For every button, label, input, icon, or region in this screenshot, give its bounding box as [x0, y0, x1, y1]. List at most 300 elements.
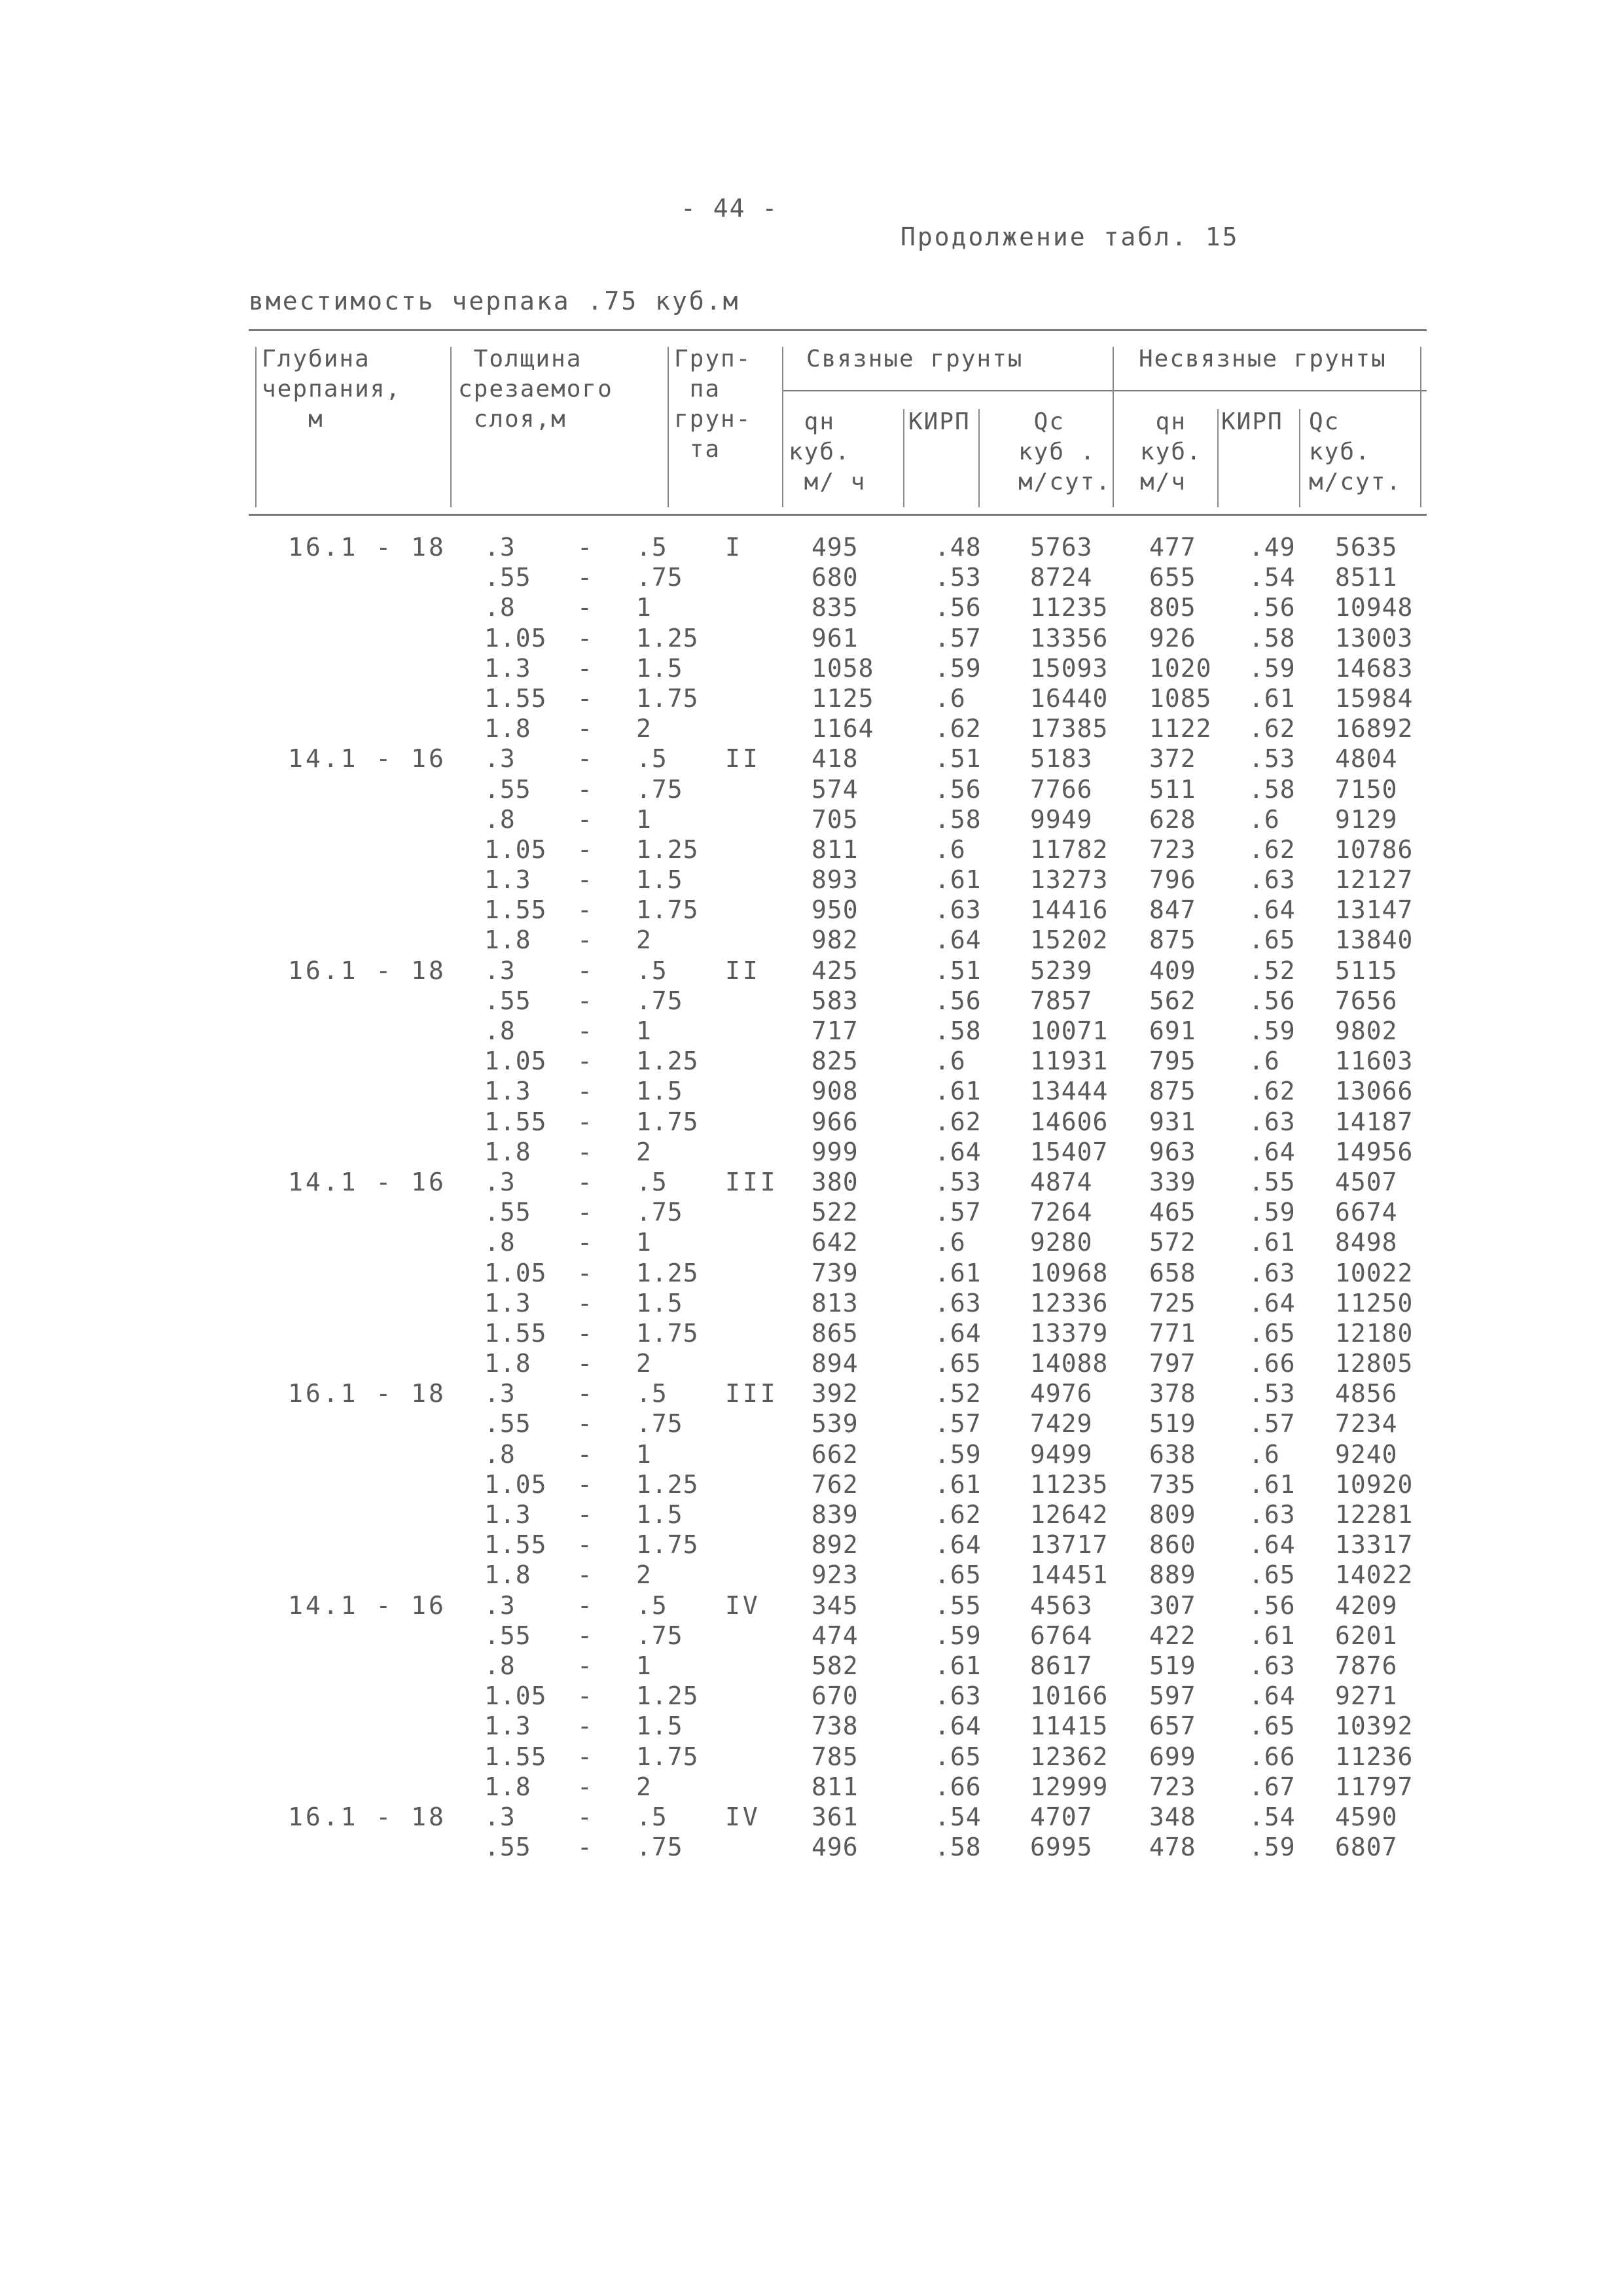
cell-thickness-from: 1.8 — [484, 714, 531, 744]
cell-kirp-cohesive: .51 — [935, 744, 982, 774]
cell-qn-cohesive: 496 — [812, 1833, 859, 1862]
cell-thickness-from: 1.05 — [484, 623, 547, 653]
cell-dash: - — [577, 1228, 593, 1257]
cell-Qc-cohesive: 12999 — [1030, 1772, 1109, 1801]
cell-qn-cohesive: 1164 — [812, 714, 874, 744]
cell-qn-cohesive: 835 — [812, 593, 859, 622]
cell-kirp-cohesive: .6 — [935, 683, 966, 713]
cell-Qc-noncohesive: 8498 — [1335, 1228, 1398, 1257]
cell-kirp-cohesive: .63 — [935, 1681, 982, 1711]
cell-qn-noncohesive: 658 — [1149, 1258, 1196, 1287]
cell-kirp-noncohesive: .67 — [1249, 1772, 1296, 1801]
cell-Qc-noncohesive: 9129 — [1335, 804, 1398, 834]
cell-thickness-to: .75 — [636, 1409, 683, 1439]
cell-thickness-to: 1.75 — [636, 1318, 699, 1348]
cell-kirp-cohesive: .53 — [935, 1167, 982, 1196]
cell-qn-cohesive: 839 — [812, 1500, 859, 1529]
cell-kirp-cohesive: .57 — [935, 1409, 982, 1439]
cell-Qc-noncohesive: 9240 — [1335, 1439, 1398, 1469]
cell-kirp-noncohesive: .59 — [1249, 653, 1296, 683]
cell-Qc-noncohesive: 10022 — [1335, 1258, 1414, 1287]
cell-qn-cohesive: 380 — [812, 1167, 859, 1196]
cell-Qc-cohesive: 14416 — [1030, 895, 1109, 925]
cell-depth: 16.1 - 18 — [288, 1379, 446, 1408]
cell-qn-cohesive: 425 — [812, 956, 859, 985]
cell-thickness-to: 1.5 — [636, 1500, 683, 1529]
cell-thickness-to: 1.5 — [636, 1077, 683, 1106]
cell-Qc-cohesive: 17385 — [1030, 714, 1109, 744]
cell-dash: - — [577, 714, 593, 744]
cell-dash: - — [577, 1137, 593, 1166]
cell-qn-cohesive: 717 — [812, 1016, 859, 1045]
cell-dash: - — [577, 1621, 593, 1650]
cell-kirp-noncohesive: .52 — [1249, 956, 1296, 985]
cell-kirp-noncohesive: .55 — [1249, 1167, 1296, 1196]
cell-qn-cohesive: 825 — [812, 1047, 859, 1076]
header-kirp-noncohesive: КИРП — [1221, 408, 1283, 435]
cell-Qc-cohesive: 14088 — [1030, 1349, 1109, 1378]
cell-Qc-cohesive: 14606 — [1030, 1107, 1109, 1136]
cell-thickness-from: 1.55 — [484, 895, 547, 925]
cell-thickness-to: 1.5 — [636, 1288, 683, 1318]
cell-qn-noncohesive: 339 — [1149, 1167, 1196, 1196]
cell-qn-cohesive: 893 — [812, 865, 859, 895]
cell-thickness-from: .55 — [484, 986, 531, 1015]
cell-Qc-cohesive: 7264 — [1030, 1198, 1093, 1227]
cell-kirp-noncohesive: .62 — [1249, 834, 1296, 864]
cell-dash: - — [577, 834, 593, 864]
cell-thickness-to: 1 — [636, 1651, 652, 1680]
cell-kirp-noncohesive: .66 — [1249, 1349, 1296, 1378]
cell-Qc-cohesive: 10968 — [1030, 1258, 1109, 1287]
cell-thickness-from: .55 — [484, 1409, 531, 1439]
cell-Qc-noncohesive: 14187 — [1335, 1107, 1414, 1136]
cell-dash: - — [577, 1047, 593, 1076]
cell-Qc-cohesive: 14451 — [1030, 1560, 1109, 1590]
cell-thickness-from: 1.8 — [484, 1137, 531, 1166]
cell-kirp-noncohesive: .65 — [1249, 1318, 1296, 1348]
cell-Qc-noncohesive: 8511 — [1335, 563, 1398, 592]
cell-kirp-noncohesive: .58 — [1249, 774, 1296, 804]
cell-qn-cohesive: 894 — [812, 1349, 859, 1378]
cell-Qc-noncohesive: 7150 — [1335, 774, 1398, 804]
cell-dash: - — [577, 925, 593, 955]
cell-dash: - — [577, 593, 593, 622]
cell-dash: - — [577, 1469, 593, 1499]
cell-Qc-cohesive: 13356 — [1030, 623, 1109, 653]
cell-kirp-noncohesive: .6 — [1249, 1047, 1280, 1076]
cell-depth: 16.1 - 18 — [288, 956, 446, 985]
cell-kirp-cohesive: .52 — [935, 1379, 982, 1408]
cell-Qc-noncohesive: 15984 — [1335, 683, 1414, 713]
cell-kirp-noncohesive: .6 — [1249, 1439, 1280, 1469]
cell-kirp-cohesive: .65 — [935, 1349, 982, 1378]
cell-qn-cohesive: 670 — [812, 1681, 859, 1711]
header-thickness: Толщина срезаемого слоя,м — [458, 346, 613, 433]
cell-kirp-noncohesive: .64 — [1249, 1137, 1296, 1166]
cell-thickness-from: 1.3 — [484, 1288, 531, 1318]
cell-dash: - — [577, 1772, 593, 1801]
cell-qn-cohesive: 999 — [812, 1137, 859, 1166]
cell-qn-cohesive: 662 — [812, 1439, 859, 1469]
cell-depth: 14.1 - 16 — [288, 1167, 446, 1196]
cell-thickness-from: 1.8 — [484, 925, 531, 955]
cell-Qc-noncohesive: 12180 — [1335, 1318, 1414, 1348]
cell-qn-cohesive: 1058 — [812, 653, 874, 683]
cell-qn-noncohesive: 735 — [1149, 1469, 1196, 1499]
cell-dash: - — [577, 533, 593, 562]
cell-thickness-from: 1.3 — [484, 653, 531, 683]
cell-dash: - — [577, 1198, 593, 1227]
cell-thickness-to: 1.75 — [636, 1107, 699, 1136]
cell-soil-group: II — [725, 956, 760, 985]
cell-kirp-cohesive: .64 — [935, 1318, 982, 1348]
cell-qn-noncohesive: 519 — [1149, 1409, 1196, 1439]
cell-thickness-to: 2 — [636, 1349, 652, 1378]
cell-qn-noncohesive: 409 — [1149, 956, 1196, 985]
cell-Qc-noncohesive: 4804 — [1335, 744, 1398, 774]
cell-thickness-from: .3 — [484, 1167, 516, 1196]
cell-qn-cohesive: 950 — [812, 895, 859, 925]
cell-dash: - — [577, 1107, 593, 1136]
cell-Qc-noncohesive: 4209 — [1335, 1590, 1398, 1620]
cell-kirp-noncohesive: .54 — [1249, 563, 1296, 592]
cell-Qc-noncohesive: 4507 — [1335, 1167, 1398, 1196]
cell-Qc-cohesive: 11235 — [1030, 593, 1109, 622]
cell-kirp-noncohesive: .56 — [1249, 593, 1296, 622]
cell-kirp-cohesive: .64 — [935, 925, 982, 955]
cell-qn-noncohesive: 723 — [1149, 834, 1196, 864]
cell-depth: 14.1 - 16 — [288, 744, 446, 774]
header-cohesive-soils: Связные грунты — [806, 346, 1024, 372]
cell-qn-noncohesive: 931 — [1149, 1107, 1196, 1136]
header-qn-cohesive: qн куб. м/ ч — [789, 408, 866, 495]
cell-kirp-noncohesive: .49 — [1249, 533, 1296, 562]
cell-qn-noncohesive: 1020 — [1149, 653, 1212, 683]
column-divider — [782, 347, 783, 507]
cell-kirp-cohesive: .61 — [935, 1469, 982, 1499]
cell-kirp-noncohesive: .59 — [1249, 1198, 1296, 1227]
cell-qn-cohesive: 923 — [812, 1560, 859, 1590]
cell-depth: 16.1 - 18 — [288, 1802, 446, 1831]
cell-thickness-to: .5 — [636, 1379, 668, 1408]
cell-kirp-noncohesive: .63 — [1249, 865, 1296, 895]
cell-thickness-to: .75 — [636, 774, 683, 804]
cell-qn-noncohesive: 597 — [1149, 1681, 1196, 1711]
header-noncohesive-soils: Несвязные грунты — [1139, 346, 1387, 372]
cell-thickness-to: .75 — [636, 1198, 683, 1227]
header-kirp-cohesive: КИРП — [908, 408, 971, 435]
cell-qn-cohesive: 418 — [812, 744, 859, 774]
cell-Qc-noncohesive: 11797 — [1335, 1772, 1414, 1801]
cell-Qc-noncohesive: 11250 — [1335, 1288, 1414, 1318]
cell-Qc-cohesive: 15202 — [1030, 925, 1109, 955]
cell-kirp-noncohesive: .66 — [1249, 1742, 1296, 1771]
cell-thickness-from: 1.55 — [484, 1107, 547, 1136]
cell-Qc-noncohesive: 14683 — [1335, 653, 1414, 683]
cell-depth: 16.1 - 18 — [288, 533, 446, 562]
cell-qn-noncohesive: 797 — [1149, 1349, 1196, 1378]
cell-Qc-noncohesive: 9271 — [1335, 1681, 1398, 1711]
group-header-rule — [782, 390, 1427, 391]
cell-Qc-noncohesive: 13840 — [1335, 925, 1414, 955]
cell-dash: - — [577, 1590, 593, 1620]
cell-dash: - — [577, 804, 593, 834]
cell-thickness-from: .55 — [484, 1833, 531, 1862]
cell-qn-noncohesive: 963 — [1149, 1137, 1196, 1166]
cell-kirp-noncohesive: .64 — [1249, 1681, 1296, 1711]
cell-thickness-from: .8 — [484, 1016, 516, 1045]
cell-kirp-cohesive: .61 — [935, 865, 982, 895]
cell-Qc-noncohesive: 13066 — [1335, 1077, 1414, 1106]
cell-kirp-noncohesive: .53 — [1249, 744, 1296, 774]
cell-Qc-noncohesive: 12281 — [1335, 1500, 1414, 1529]
cell-thickness-from: 1.55 — [484, 1318, 547, 1348]
cell-qn-cohesive: 583 — [812, 986, 859, 1015]
cell-qn-cohesive: 813 — [812, 1288, 859, 1318]
cell-kirp-cohesive: .64 — [935, 1712, 982, 1741]
cell-qn-noncohesive: 519 — [1149, 1651, 1196, 1680]
cell-Qc-cohesive: 12336 — [1030, 1288, 1109, 1318]
cell-kirp-cohesive: .63 — [935, 895, 982, 925]
cell-qn-noncohesive: 628 — [1149, 804, 1196, 834]
cell-dash: - — [577, 683, 593, 713]
cell-kirp-cohesive: .63 — [935, 1288, 982, 1318]
cell-thickness-from: 1.3 — [484, 865, 531, 895]
cell-thickness-to: .75 — [636, 563, 683, 592]
table-continuation-label: Продолжение табл. 15 — [901, 223, 1240, 251]
cell-thickness-from: .8 — [484, 1439, 516, 1469]
cell-qn-noncohesive: 926 — [1149, 623, 1196, 653]
column-divider — [1299, 409, 1300, 507]
cell-soil-group: III — [725, 1167, 778, 1196]
column-divider — [1217, 409, 1219, 507]
cell-kirp-cohesive: .6 — [935, 1228, 966, 1257]
cell-qn-noncohesive: 771 — [1149, 1318, 1196, 1348]
cell-kirp-cohesive: .51 — [935, 956, 982, 985]
header-soil-group: Груп- па грун- та — [674, 346, 752, 463]
cell-qn-noncohesive: 809 — [1149, 1500, 1196, 1529]
cell-Qc-cohesive: 5239 — [1030, 956, 1093, 985]
cell-thickness-from: 1.05 — [484, 1469, 547, 1499]
cell-qn-cohesive: 961 — [812, 623, 859, 653]
cell-Qc-noncohesive: 10786 — [1335, 834, 1414, 864]
cell-soil-group: IV — [725, 1802, 760, 1831]
cell-Qc-noncohesive: 11236 — [1335, 1742, 1414, 1771]
cell-kirp-noncohesive: .63 — [1249, 1107, 1296, 1136]
cell-qn-noncohesive: 1085 — [1149, 683, 1212, 713]
cell-thickness-to: 1.5 — [636, 865, 683, 895]
cell-kirp-noncohesive: .58 — [1249, 623, 1296, 653]
cell-dash: - — [577, 653, 593, 683]
cell-qn-cohesive: 539 — [812, 1409, 859, 1439]
header-Qc-noncohesive: Qс куб. м/сут. — [1309, 408, 1402, 495]
cell-kirp-noncohesive: .65 — [1249, 1560, 1296, 1590]
cell-Qc-cohesive: 11931 — [1030, 1047, 1109, 1076]
column-divider — [1113, 347, 1114, 507]
cell-thickness-from: 1.55 — [484, 683, 547, 713]
cell-qn-cohesive: 892 — [812, 1530, 859, 1560]
cell-Qc-cohesive: 4874 — [1030, 1167, 1093, 1196]
cell-dash: - — [577, 563, 593, 592]
cell-Qc-cohesive: 6995 — [1030, 1833, 1093, 1862]
cell-kirp-cohesive: .58 — [935, 804, 982, 834]
cell-kirp-cohesive: .59 — [935, 1621, 982, 1650]
cell-Qc-noncohesive: 9802 — [1335, 1016, 1398, 1045]
cell-qn-cohesive: 908 — [812, 1077, 859, 1106]
cell-thickness-to: 2 — [636, 714, 652, 744]
cell-thickness-to: 2 — [636, 1137, 652, 1166]
table-subtitle: вместимость черпака .75 куб.м — [249, 287, 740, 315]
cell-kirp-noncohesive: .65 — [1249, 1712, 1296, 1741]
cell-qn-noncohesive: 657 — [1149, 1712, 1196, 1741]
cell-kirp-cohesive: .64 — [935, 1137, 982, 1166]
cell-Qc-noncohesive: 13317 — [1335, 1530, 1414, 1560]
cell-dash: - — [577, 1742, 593, 1771]
cell-qn-cohesive: 738 — [812, 1712, 859, 1741]
cell-kirp-cohesive: .61 — [935, 1258, 982, 1287]
cell-kirp-noncohesive: .56 — [1249, 1590, 1296, 1620]
cell-dash: - — [577, 1318, 593, 1348]
cell-kirp-cohesive: .56 — [935, 593, 982, 622]
cell-thickness-from: 1.8 — [484, 1772, 531, 1801]
cell-qn-noncohesive: 889 — [1149, 1560, 1196, 1590]
cell-soil-group: I — [725, 533, 743, 562]
cell-thickness-to: 1.25 — [636, 834, 699, 864]
cell-thickness-to: 2 — [636, 1560, 652, 1590]
cell-thickness-from: 1.55 — [484, 1742, 547, 1771]
cell-kirp-noncohesive: .61 — [1249, 683, 1296, 713]
cell-kirp-cohesive: .59 — [935, 1439, 982, 1469]
cell-dash: - — [577, 1439, 593, 1469]
cell-kirp-noncohesive: .56 — [1249, 986, 1296, 1015]
cell-kirp-cohesive: .56 — [935, 986, 982, 1015]
cell-kirp-cohesive: .61 — [935, 1077, 982, 1106]
column-divider — [1420, 347, 1421, 507]
cell-qn-cohesive: 574 — [812, 774, 859, 804]
cell-thickness-from: 1.3 — [484, 1077, 531, 1106]
cell-dash: - — [577, 623, 593, 653]
cell-thickness-to: 1.5 — [636, 1712, 683, 1741]
cell-qn-cohesive: 392 — [812, 1379, 859, 1408]
cell-thickness-from: .3 — [484, 533, 516, 562]
cell-kirp-cohesive: .62 — [935, 1107, 982, 1136]
cell-dash: - — [577, 1379, 593, 1408]
column-divider — [255, 347, 257, 507]
cell-Qc-noncohesive: 7234 — [1335, 1409, 1398, 1439]
cell-kirp-noncohesive: .6 — [1249, 804, 1280, 834]
cell-thickness-to: 1.75 — [636, 895, 699, 925]
cell-Qc-noncohesive: 11603 — [1335, 1047, 1414, 1076]
cell-kirp-cohesive: .64 — [935, 1530, 982, 1560]
cell-kirp-noncohesive: .63 — [1249, 1258, 1296, 1287]
cell-dash: - — [577, 1016, 593, 1045]
cell-kirp-noncohesive: .59 — [1249, 1016, 1296, 1045]
cell-Qc-cohesive: 9949 — [1030, 804, 1093, 834]
cell-Qc-noncohesive: 5635 — [1335, 533, 1398, 562]
cell-qn-noncohesive: 638 — [1149, 1439, 1196, 1469]
cell-qn-cohesive: 1125 — [812, 683, 874, 713]
cell-kirp-cohesive: .58 — [935, 1833, 982, 1862]
cell-qn-cohesive: 495 — [812, 533, 859, 562]
cell-Qc-cohesive: 11415 — [1030, 1712, 1109, 1741]
cell-thickness-from: 1.55 — [484, 1530, 547, 1560]
cell-kirp-cohesive: .58 — [935, 1016, 982, 1045]
cell-thickness-to: .5 — [636, 533, 668, 562]
cell-thickness-to: .5 — [636, 1590, 668, 1620]
cell-dash: - — [577, 1288, 593, 1318]
cell-thickness-to: 1 — [636, 1439, 652, 1469]
cell-qn-noncohesive: 723 — [1149, 1772, 1196, 1801]
cell-Qc-noncohesive: 6807 — [1335, 1833, 1398, 1862]
cell-qn-noncohesive: 860 — [1149, 1530, 1196, 1560]
cell-thickness-from: .8 — [484, 593, 516, 622]
cell-thickness-from: 1.05 — [484, 834, 547, 864]
cell-qn-cohesive: 966 — [812, 1107, 859, 1136]
cell-thickness-from: .3 — [484, 1802, 516, 1831]
cell-Qc-noncohesive: 4856 — [1335, 1379, 1398, 1408]
cell-dash: - — [577, 1651, 593, 1680]
cell-Qc-cohesive: 5763 — [1030, 533, 1093, 562]
cell-Qc-cohesive: 15407 — [1030, 1137, 1109, 1166]
cell-thickness-from: .8 — [484, 1228, 516, 1257]
cell-dash: - — [577, 774, 593, 804]
cell-dash: - — [577, 1681, 593, 1711]
cell-dash: - — [577, 865, 593, 895]
cell-thickness-from: 1.3 — [484, 1500, 531, 1529]
cell-Qc-cohesive: 13717 — [1030, 1530, 1109, 1560]
cell-Qc-noncohesive: 12127 — [1335, 865, 1414, 895]
cell-kirp-cohesive: .62 — [935, 1500, 982, 1529]
cell-dash: - — [577, 1349, 593, 1378]
cell-qn-noncohesive: 725 — [1149, 1288, 1196, 1318]
cell-dash: - — [577, 744, 593, 774]
cell-kirp-noncohesive: .61 — [1249, 1621, 1296, 1650]
column-divider — [668, 347, 669, 507]
cell-dash: - — [577, 1802, 593, 1831]
cell-qn-noncohesive: 847 — [1149, 895, 1196, 925]
cell-qn-cohesive: 811 — [812, 834, 859, 864]
cell-Qc-cohesive: 7766 — [1030, 774, 1093, 804]
cell-qn-noncohesive: 875 — [1149, 925, 1196, 955]
cell-thickness-to: .75 — [636, 1833, 683, 1862]
cell-qn-cohesive: 865 — [812, 1318, 859, 1348]
table-top-rule — [249, 329, 1427, 331]
cell-qn-noncohesive: 422 — [1149, 1621, 1196, 1650]
cell-qn-noncohesive: 511 — [1149, 774, 1196, 804]
cell-thickness-from: 1.3 — [484, 1712, 531, 1741]
cell-thickness-from: .55 — [484, 1198, 531, 1227]
cell-qn-noncohesive: 348 — [1149, 1802, 1196, 1831]
cell-qn-noncohesive: 307 — [1149, 1590, 1196, 1620]
cell-Qc-noncohesive: 13003 — [1335, 623, 1414, 653]
cell-thickness-from: .3 — [484, 1590, 516, 1620]
cell-qn-cohesive: 361 — [812, 1802, 859, 1831]
cell-Qc-cohesive: 11782 — [1030, 834, 1109, 864]
cell-thickness-to: .5 — [636, 1167, 668, 1196]
cell-qn-noncohesive: 572 — [1149, 1228, 1196, 1257]
cell-qn-noncohesive: 562 — [1149, 986, 1196, 1015]
cell-Qc-cohesive: 9280 — [1030, 1228, 1093, 1257]
cell-thickness-to: 1.75 — [636, 1742, 699, 1771]
cell-qn-cohesive: 474 — [812, 1621, 859, 1650]
cell-kirp-cohesive: .48 — [935, 533, 982, 562]
cell-qn-cohesive: 785 — [812, 1742, 859, 1771]
cell-Qc-noncohesive: 10392 — [1335, 1712, 1414, 1741]
cell-qn-cohesive: 762 — [812, 1469, 859, 1499]
cell-soil-group: IV — [725, 1590, 760, 1620]
cell-Qc-cohesive: 6764 — [1030, 1621, 1093, 1650]
